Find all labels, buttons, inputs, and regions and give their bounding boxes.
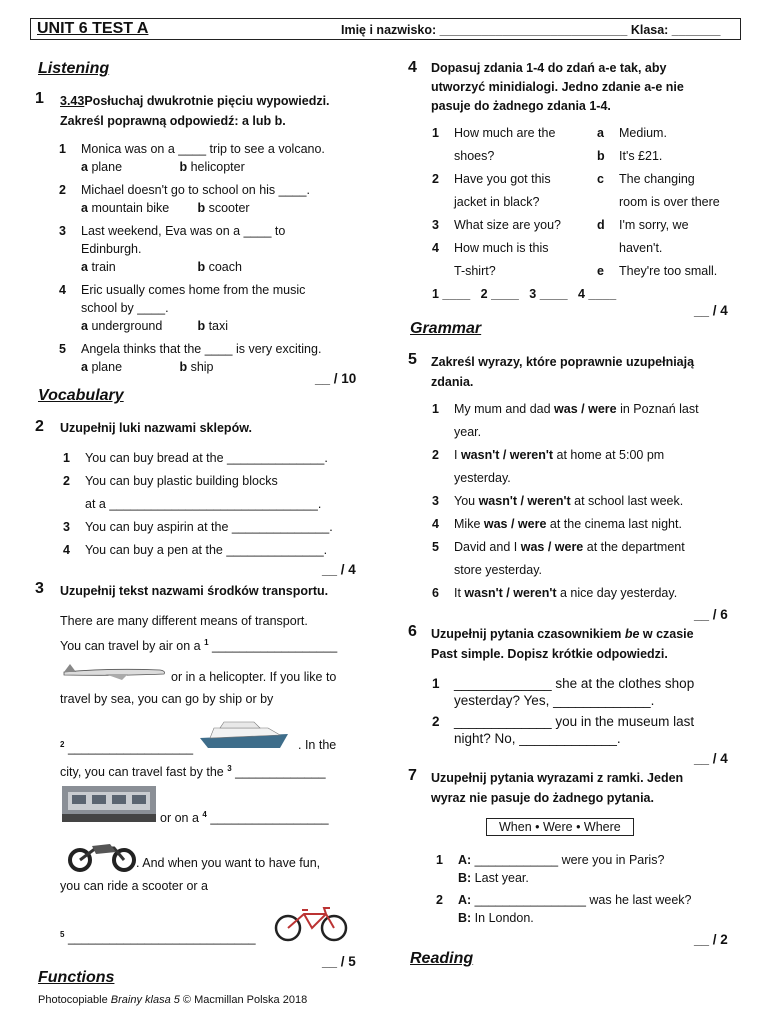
grammar-heading: Grammar — [410, 320, 482, 337]
text-line: . In the — [298, 738, 337, 752]
text-line: $^2$ __________________ — [60, 740, 194, 756]
vocabulary-heading: Vocabulary — [38, 387, 124, 404]
text-line: or in a helicopter. If you like to — [171, 670, 337, 684]
exercise-5-number: 5 — [408, 351, 417, 368]
exercise-2-instruction: Uzupełnij luki nazwami sklepów. — [60, 421, 252, 435]
list-item: 6 It wasn't / weren't a nice day yesterday. — [432, 586, 678, 600]
exercise-3-score: __ / 5 — [322, 954, 356, 969]
motorbike-picture — [66, 838, 138, 872]
list-item: d I'm sorry, we haven't. — [597, 218, 689, 255]
list-item: 5 David and I was / were at the department store yesterday. — [432, 540, 685, 577]
list-item: 1 My mum and dad was / were in Poznań last year. — [432, 402, 699, 439]
text-line: There are many different means of transport. — [60, 614, 308, 628]
choice-words[interactable]: was / were — [520, 540, 584, 554]
list-item: 2 Michael doesn't go to school on his ____. a mountain bike b scooter — [59, 183, 310, 215]
header-bar — [30, 18, 741, 40]
exercise-1-instruction: 3.43Posłuchaj dwukrotnie pięciu wypowiedzi. Zakreśl poprawną odpowiedź: a lub b. — [60, 94, 330, 128]
list-item: 3 You can buy aspirin at the ______________. — [63, 520, 333, 534]
exercise-4-instruction: Dopasuj zdania 1-4 do zdań a-e tak, aby utworzyć minidialogi. Jedno zdanie a-e nie pasuje do żadnego zdania 1-4. — [431, 61, 684, 113]
exercise-2-number: 2 — [35, 418, 44, 435]
exercise-4-score: __ / 4 — [694, 303, 728, 318]
exercise-4-number: 4 — [408, 59, 417, 76]
exercise-7-instruction: Uzupełnij pytania wyrazami z ramki. Jeden wyraz nie pasuje do żadnego pytania. — [431, 771, 684, 805]
text-line: city, you can travel fast by the $^3$ _____________ — [60, 764, 326, 780]
exercise-4-answer-line[interactable]: 1 ____ 2 ____ 3 ____ 4 ____ — [432, 287, 617, 301]
list-item: 2 _____________ you in the museum last night? No, _____________. — [432, 714, 695, 746]
list-item: 4 How much is this T-shirt? — [432, 241, 549, 278]
text-line: travel by sea, you can go by ship or by — [60, 692, 274, 706]
exercise-7-score: __ / 2 — [694, 932, 728, 947]
list-item: 4 Mike was / were at the cinema last night. — [432, 517, 682, 531]
exercise-1-score: __ / 10 — [315, 371, 357, 386]
list-item: b It's £21. — [597, 149, 663, 163]
choice-words[interactable]: wasn't / weren't — [460, 448, 554, 462]
list-item: 4 You can buy a pen at the ______________. — [63, 543, 328, 557]
list-item: 2 You can buy plastic building blocks — [63, 474, 278, 488]
choice-words[interactable]: wasn't / weren't — [478, 494, 571, 508]
blank-3[interactable]: _____________ — [235, 765, 326, 780]
exercise-5-score: __ / 6 — [694, 607, 728, 622]
list-item: 1 Monica was on a ____ trip to see a volcano. a plane b helicopter — [59, 142, 325, 174]
train-picture — [62, 786, 156, 822]
exercise-2-score: __ / 4 — [322, 562, 356, 577]
bicycle-picture — [272, 904, 350, 942]
blank-2[interactable]: __________________ — [67, 741, 194, 756]
track-number: 3.43 — [60, 94, 85, 108]
list-item: e They're too small. — [597, 264, 718, 278]
exercise-1-items — [59, 140, 379, 376]
cruise-ship-picture — [198, 718, 294, 750]
list-item: at a ______________________________. — [85, 497, 322, 511]
text-line: you can ride a scooter or a — [60, 879, 208, 893]
list-item: 3 You wasn't / weren't at school last week. — [432, 494, 684, 508]
exercise-7-items — [436, 851, 756, 927]
blank-5[interactable]: ___________________________ — [67, 931, 256, 946]
exercise-1-number: 1 — [35, 90, 44, 107]
name-class-field[interactable]: Imię i nazwisko: ___________________________ Klasa: _______ — [341, 23, 721, 37]
functions-heading: Functions — [38, 969, 115, 986]
blank-1[interactable]: __________________ — [212, 639, 338, 654]
exercise-6-score: __ / 4 — [694, 751, 728, 766]
list-item: 1 How much are the shoes? — [432, 126, 556, 163]
exercise-5-items — [432, 398, 752, 605]
exercise-2-items — [63, 447, 383, 562]
exercise-7-number: 7 — [408, 767, 417, 784]
exercise-3-instruction: Uzupełnij tekst nazwami środków transportu. — [60, 584, 329, 598]
list-item: 5 Angela thinks that the ____ is very exciting. a plane b ship — [59, 342, 322, 374]
exercise-3-number: 3 — [35, 580, 44, 597]
list-item: 2 I wasn't / weren't at home at 5:00 pm yesterday. — [432, 448, 665, 485]
list-item: 3 What size are you? — [432, 218, 561, 232]
exercise-6-number: 6 — [408, 623, 417, 640]
listening-heading: Listening — [38, 60, 110, 77]
text-line: You can travel by air on a $^1$ __________________ — [60, 638, 338, 654]
blank-4[interactable]: _________________ — [210, 811, 329, 826]
list-item: a Medium. — [597, 126, 667, 140]
list-item: 4 Eric usually comes home from the music school by ____. a underground b taxi — [59, 283, 306, 333]
exercise-5-instruction: Zakreśl wyrazy, które poprawnie uzupełniają zdania. — [431, 355, 695, 389]
list-item: 3 Last weekend, Eva was on a ____ to Edinburgh. a train b coach — [59, 224, 286, 274]
list-item: c The changing room is over there — [597, 172, 720, 209]
exercise-4-questions — [432, 122, 582, 283]
footer-copyright: Photocopiable Brainy klasa 5 © Macmillan Polska 2018 — [38, 994, 308, 1006]
choice-words[interactable]: wasn't / weren't — [464, 586, 557, 600]
choice-words[interactable]: was / were — [554, 402, 617, 416]
text-line: or on a $^4$ _________________ — [160, 810, 329, 826]
list-item: 2 Have you got this jacket in black? — [432, 172, 551, 209]
list-item: 1 You can buy bread at the ______________. — [63, 451, 328, 465]
unit-title: UNIT 6 TEST A — [37, 20, 149, 37]
word-box: When • Were • Where — [486, 818, 634, 836]
text-line: $^5$ ___________________________ — [60, 930, 256, 946]
choice-words[interactable]: was / were — [483, 517, 547, 531]
exercise-6-items — [432, 675, 752, 747]
list-item: 1 A: ____________ were you in Paris? B: Last year. — [436, 853, 665, 885]
list-item: 2 A: ________________ was he last week? B: In London. — [436, 893, 692, 925]
exercise-6-instruction: Uzupełnij pytania czasownikiem be w czasie Past simple. Dopisz krótkie odpowiedzi. — [431, 627, 694, 661]
text-line: . And when you want to have fun, — [136, 856, 321, 870]
exercise-4-answers — [597, 122, 747, 283]
list-item: 1 _____________ she at the clothes shop yesterday? Yes, _____________. — [432, 676, 695, 708]
airplane-picture — [60, 660, 168, 682]
reading-heading: Reading — [410, 950, 474, 967]
